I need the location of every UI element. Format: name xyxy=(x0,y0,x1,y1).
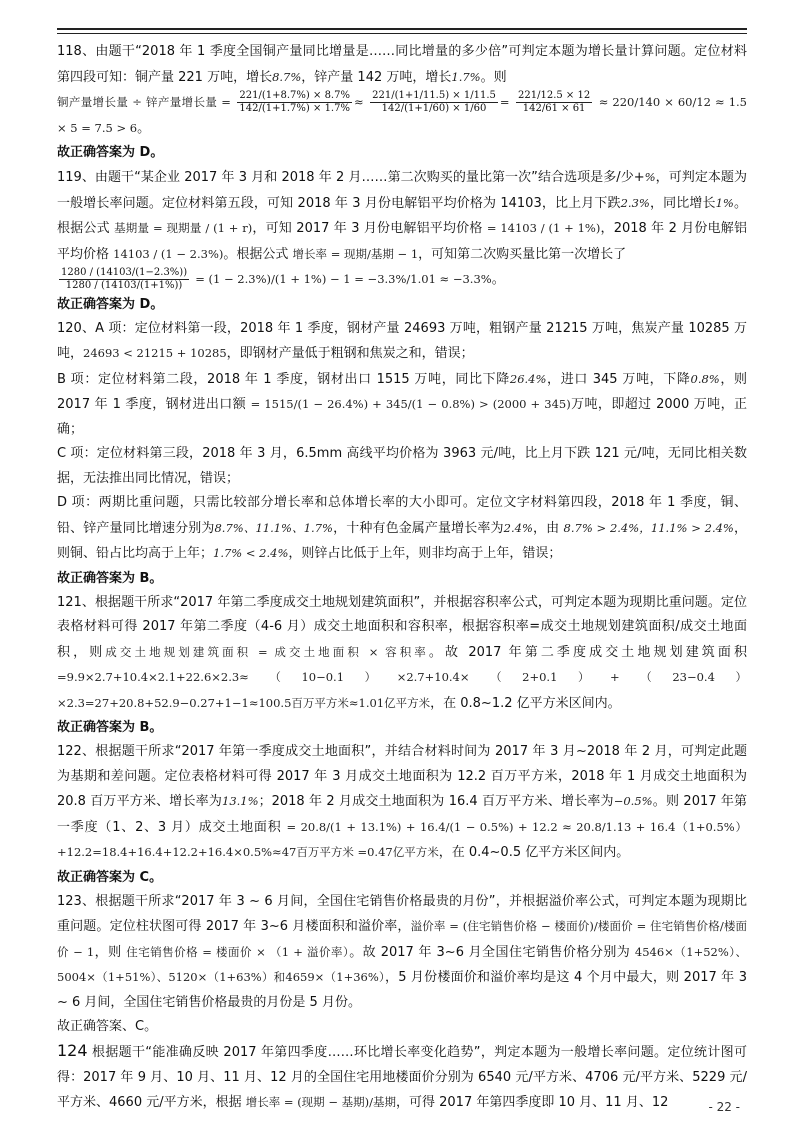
q123-answer: 故正确答案、C。 xyxy=(57,1019,158,1034)
q119-paragraph: 119、由题干“某企业 2017 年 3 月和 2018 年 2 月……第二次购买的量比第一次”结合选项是多/少+%，可判定本题为一般增长率问题。定位材料第五段，可知 2018 年 3 月份电解铝平均价格为 14103，比上月下跌2.3%，同比增长1%。根据公式 基期量 = 现期量 / (1 + r)，可知 2017 年 3 月份电解铝平均价格 = 14103 / (1 + 1%)，2018 年 2 月份电解铝平均价格 14103 / (1 − 2.3%)。根据公式 增长率 = 现期/基期 − 1，可知第二次购买量比第一次增长了 $\frac{1280 / (14103/(1-2.3\%))}{1280 / (14103/(1+1\%))}$ = (1 − 2.3%)/(1 + 1%) − 1 = −3.3%/1.01 ≈ −3.3%。 xyxy=(57,170,747,291)
q118-formula-lhs: 铜产量增长量 ÷ 锌产量增长量 = xyxy=(57,95,231,109)
header-rule-thick xyxy=(57,28,747,30)
q120-option-a: 120、A 项：定位材料第一段，2018 年 1 季度，钢材产量 24693 万吨，粗钢产量 21215 万吨，焦炭产量 10285 万吨，24693 < 21215 + 10285，即钢材产量低于粗钢和焦炭之和，错误； xyxy=(57,320,747,361)
q120-b-formula: = 1515/(1 − 26.4%) + 345/(1 − 0.8%) > (2000 + 345) xyxy=(250,397,571,411)
q122-formula: = 20.8/(1 + 13.1%) + 16.4/(1 − 0.5%) + 12.2 ≈ 20.8/1.13 + 16.4（1+0.5%）+12.2=18.4+16.4+12.2+16.4×0.5%≈47百万平方米 =0.47亿平方米 xyxy=(57,819,747,859)
q118-paragraph: 118、由题干“2018 年 1 季度全国铜产量同比增量是……同比增量的多少倍”可判定本题为增长量计算问题。定位材料第四段可知：铜产量 221 万吨，增长8.7%，锌产量 142 万吨，增长1.7%。则 铜产量增长量 ÷ 锌产量增长量 = $\frac{221/(1+8.7\%) \times 8.7\%}{142/(1+1.7\%) \times 1.7\%}$ ≈ $\frac{221/(1+1/11.5) \times 1/11.5}{142/(1+1/60) \times 1/60}$ = $\frac{221/12.5 \times 12}{142/61 \times 61}$ ≈ 220/140 × 60/12 ≈ 1.5 × 5 = 7.5 > 6。 xyxy=(57,44,747,136)
q123-formula-2: 住宅销售价格 = 楼面价 × （1 + 溢价率） xyxy=(126,944,350,959)
page-content xyxy=(57,40,747,1116)
q120-option-d: D 项：两期比重问题，只需比较部分增长率和总体增长率的大小即可。定位文字材料第四段，2018 年 1 季度，铜、铅、锌产量同比增速分别为8.7%、11.1%、1.7%，十种有色金属产量增长率为2.4%，由 8.7% > 2.4%，11.1% > 2.4%，则铜、铅占比均高于上年；1.7% < 2.4%，则锌占比低于上年，则非均高于上年，错误； xyxy=(57,495,747,561)
q122-answer: 故正确答案为 C。 xyxy=(57,869,163,885)
q124-number: 124 xyxy=(57,1041,88,1060)
q124-paragraph: 124 根据题干“能准确反映 2017 年第四季度……环比增长率变化趋势”，判定本题为一般增长率问题。定位统计图可得：2017 年 9 月、10 月、11 月、12 月的全国住宅用地楼面价分别为 6540 元/平方米、4706 元/平方米、5229 元/平方米、4660 元/平方米，根据 增长率 = (现期 − 基期)/基期，可得 2017 年第四季度即 10 月、11 月、12 xyxy=(57,1041,747,1110)
q119-frac-nested: $\frac{1280 / (14103/(1-2.3\%))}{1280 / (14103/(1+1\%))}$ xyxy=(61,267,188,291)
q118-frac-3: $\frac{221/12.5 \times 12}{142/61 \times 61}$ xyxy=(518,90,591,114)
q120-option-c: C 项：定位材料第三段，2018 年 3 月，6.5mm 高线平均价格为 3963 元/吨，比上月下跌 121 元/吨，无同比相关数据，无法推出同比情况，错误； xyxy=(57,446,747,486)
q118-frac-1: $\frac{221/(1+8.7\%) \times 8.7\%}{142/(1+1.7\%) \times 1.7\%}$ xyxy=(239,90,350,114)
q121-answer: 故正确答案为 B。 xyxy=(57,720,163,735)
q121-paragraph: 121、根据题干所求“2017 年第二季度成交土地规划建筑面积”，并根据容积率公式，可判定本题为现期比重问题。定位表格材料可得 2017 年第二季度（4-6 月）成交土地面积和容积率，根据容积率=成交土地规划建筑面积/成交土地面积，则成交土地规划建筑面积 = 成交土地面积 × 容积率。故 2017 年第二季度成交土地规划建筑面积 =9.9×2.7+10.4×2.1+22.6×2.3≈（10−0.1）×2.7+10.4×（2+0.1）+（23−0.4）×2.3=27+20.8+52.9−0.27+1−1≈100.5百万平方米≈1.01亿平方米，在 0.8~1.2 亿平方米区间内。 xyxy=(57,594,747,711)
q124-formula: 增长率 = (现期 − 基期)/基期 xyxy=(245,1095,396,1109)
q119-formula-5: = (1 − 2.3%)/(1 + 1%) − 1 = −3.3%/1.01 ≈ −3.3% xyxy=(195,272,492,286)
q118-answer: 故正确答案为 D。 xyxy=(57,145,164,160)
q121-formula-1: 成交土地规划建筑面积 = 成交土地面积 × 容积率 xyxy=(105,644,429,659)
q123-paragraph: 123、根据题干所求“2017 年 3 ~ 6 月间，全国住宅销售价格最贵的月份”，并根据溢价率公式，可判定本题为现期比重问题。定位柱状图可得 2017 年 3~6 月楼面积和溢价率，溢价率 = (住宅销售价格 − 楼面价)/楼面价 = 住宅销售价格/楼面价 − 1，则 住宅销售价格 = 楼面价 × （1 + 溢价率）。故 2017 年 3~6 月全国住宅销售价格分别为 4546×（1+52%）、5004×（1+51%）、5120×（1+63%）和4659×（1+36%），5 月份楼面价和溢价率均是这 4 个月中最大，则 2017 年 3 ~ 6 月间，全国住宅销售价格最贵的月份是 5 月份。 xyxy=(57,893,747,1010)
q123-formula-1: 溢价率 = (住宅销售价格 − 楼面价)/楼面价 = 住宅销售价格/楼面价 − 1 xyxy=(57,919,747,959)
q121-formula-2: =9.9×2.7+10.4×2.1+22.6×2.3≈（10−0.1）×2.7+10.4×（2+0.1）+（23−0.4）×2.3=27+20.8+52.9−0.27+1−1≈100.5百万平方米≈1.01亿平方米 xyxy=(57,670,747,710)
q120-answer: 故正确答案为 B。 xyxy=(57,570,163,586)
page-number: - 22 - xyxy=(708,1100,740,1114)
q118-formula-rhs: ≈ 220/140 × 60/12 ≈ 1.5 × 5 = 7.5 > 6 xyxy=(57,95,747,135)
q119-formula-4: 增长率 = 现期/基期 − 1 xyxy=(292,246,419,261)
q119-formula-2: = 14103 / (1 + 1%) xyxy=(486,221,601,235)
q119-formula-3: 14103 / (1 − 2.3%) xyxy=(113,246,224,261)
q123-formula-3: 4546×（1+52%）、5004×（1+51%）、5120×（1+63%）和4659×（1+36%） xyxy=(57,944,747,984)
q119-answer: 故正确答案为 D。 xyxy=(57,296,164,312)
q118-frac-2: $\frac{221/(1+1/11.5) \times 1/11.5}{142/(1+1/60) \times 1/60}$ xyxy=(372,90,496,114)
header-rule-thin xyxy=(57,33,747,34)
q119-formula-1: 基期量 = 现期量 / (1 + r) xyxy=(114,221,253,235)
q122-paragraph: 122、根据题干所求“2017 年第一季度成交土地面积”，并结合材料时间为 2017 年 3 月~2018 年 2 月，可判定此题为基期和差问题。定位表格材料可得 2017 年 3 月成交土地面积为 12.2 百万平方米，2018 年 1 月成交土地面积为 20.8 百万平方米、增长率为13.1%；2018 年 2 月成交土地面积为 16.4 百万平方米、增长率为−0.5%。则 2017 年第一季度（1、2、3 月）成交土地面积 = 20.8/(1 + 13.1%) + 16.4/(1 − 0.5%) + 12.2 ≈ 20.8/1.13 + 16.4（1+0.5%）+12.2=18.4+16.4+12.2+16.4×0.5%≈47百万平方米 =0.47亿平方米，在 0.4~0.5 亿平方米区间内。 xyxy=(57,744,747,860)
q120-option-b: B 项：定位材料第二段，2018 年 1 季度，钢材出口 1515 万吨，同比下降26.4%，进口 345 万吨，下降0.8%，则 2017 年 1 季度，钢材进出口额 = 1515/(1 − 26.4%) + 345/(1 − 0.8%) > (2000 + 345)万吨，即超过 2000 万吨，正确； xyxy=(57,371,747,437)
